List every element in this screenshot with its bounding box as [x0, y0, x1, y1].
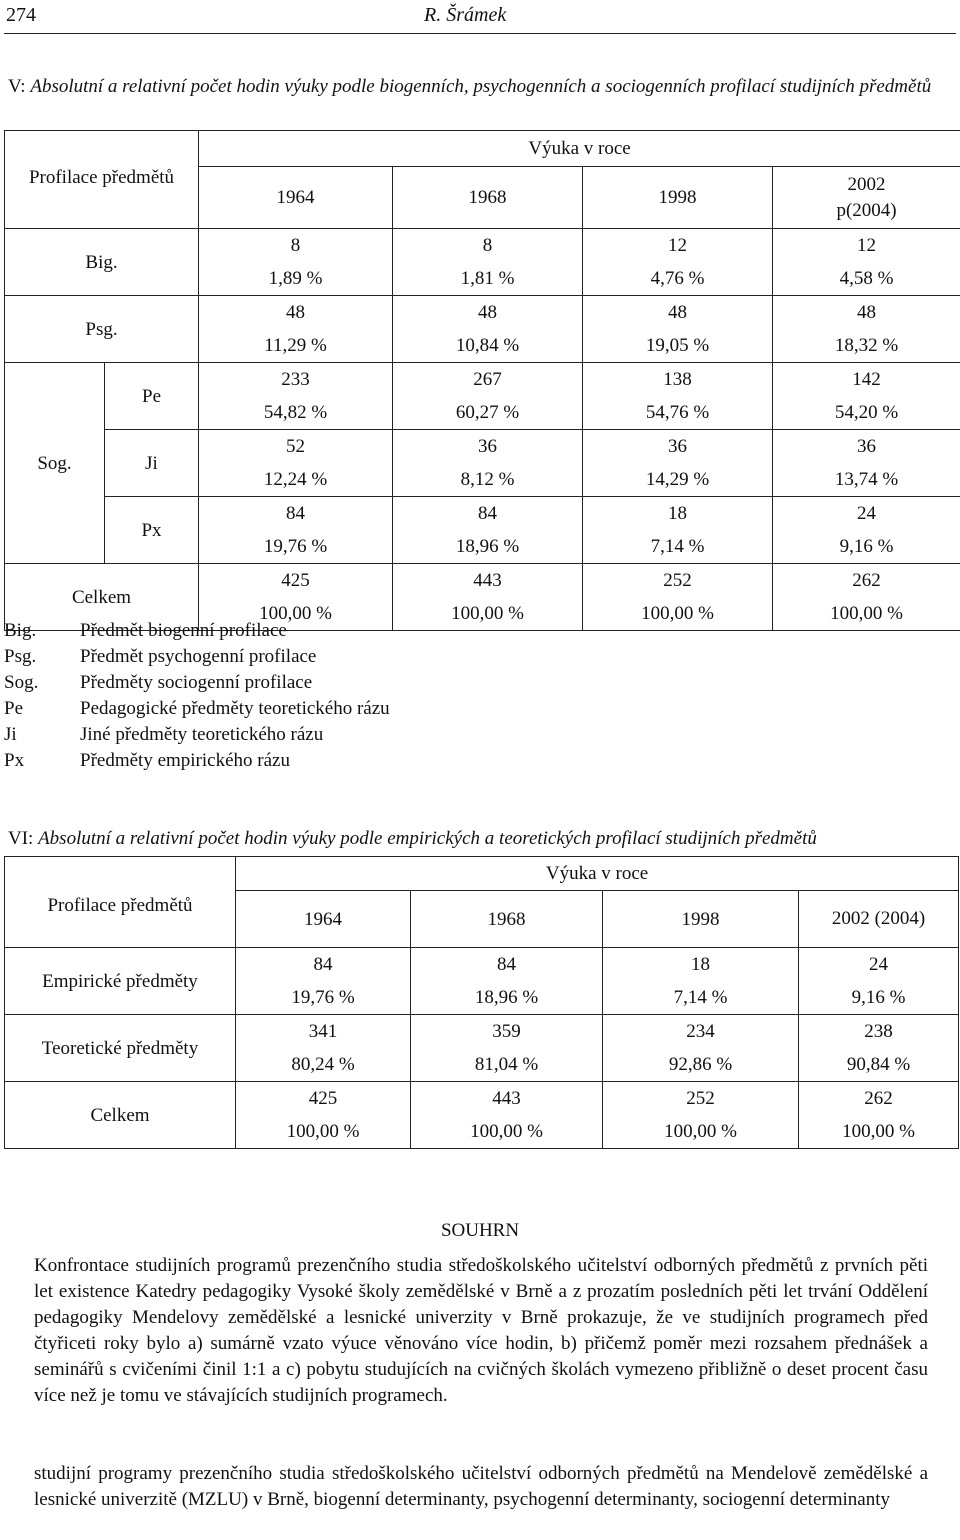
table5-caption-label: V: — [8, 76, 26, 97]
table6 — [4, 856, 959, 1149]
cell-abs: 138 — [663, 369, 692, 390]
table6-cell — [411, 1015, 603, 1082]
table5-cell — [199, 430, 393, 497]
table6-year-1964: 1964 — [236, 891, 411, 948]
page-number: 274 — [6, 4, 36, 26]
table5-cell — [773, 430, 960, 497]
table5-year-2002: 2002 p(2004) — [773, 167, 960, 229]
cell-rel: 18,96 % — [455, 536, 520, 557]
cell-rel: 12,24 % — [263, 469, 328, 490]
legend-abbr: Pe — [4, 698, 23, 719]
cell-rel: 90,84 % — [846, 1054, 911, 1075]
table5-year-1964: 1964 — [199, 167, 393, 229]
legend-item — [4, 696, 390, 722]
table6-group-header: Výuka v roce — [236, 857, 959, 891]
table5-caption-text: Absolutní a relativní počet hodin výuky podle biogenních, psychogenních a sociogenních profilací studijních předmětů — [30, 76, 932, 97]
table5-row-label-px: Px — [105, 497, 199, 564]
cell-abs: 84 — [313, 954, 333, 975]
cell-abs: 24 — [857, 503, 877, 524]
header-rule — [4, 33, 956, 34]
table5-cell — [199, 363, 393, 430]
cell-abs: 84 — [286, 503, 305, 524]
table5-row-label-ji: Ji — [105, 430, 199, 497]
table6-cell — [603, 1015, 799, 1082]
cell-abs: 425 — [308, 1088, 338, 1109]
table5-cell — [583, 296, 773, 363]
cell-rel: 14,29 % — [645, 469, 710, 490]
table6-caption-label: VI: — [8, 828, 34, 849]
cell-abs: 48 — [478, 302, 497, 323]
table6-cell — [603, 948, 799, 1015]
table6-row-label-empiric: Empirické předměty — [5, 948, 236, 1015]
cell-abs: 36 — [668, 436, 687, 457]
legend-abbr: Ji — [4, 724, 17, 745]
table6-cell — [236, 1015, 411, 1082]
table5-cell — [583, 363, 773, 430]
legend-text: Předměty sociogenní profilace — [80, 672, 313, 693]
cell-rel: 1,81 % — [460, 268, 515, 289]
cell-rel: 92,86 % — [668, 1054, 733, 1075]
cell-abs: 48 — [286, 302, 305, 323]
table5-cell — [393, 229, 583, 296]
cell-abs: 142 — [852, 369, 881, 390]
cell-abs: 425 — [281, 570, 310, 591]
table6-cell — [411, 1082, 603, 1149]
cell-abs: 234 — [686, 1021, 715, 1042]
table6-row-header: Profilace předmětů — [5, 857, 236, 948]
table6-cell — [603, 1082, 799, 1149]
table6-year-1968: 1968 — [411, 891, 603, 948]
table5-legend — [4, 618, 390, 774]
cell-rel: 100,00 % — [286, 1121, 360, 1142]
cell-abs: 8 — [290, 235, 301, 256]
cell-abs: 443 — [473, 570, 502, 591]
table5-cell — [773, 564, 960, 631]
table5-row-label-celkem: Celkem — [5, 564, 199, 631]
table5-row-label-pe: Pe — [105, 363, 199, 430]
cell-abs: 252 — [686, 1088, 715, 1109]
legend-text: Předmět psychogenní profilace — [80, 646, 317, 667]
cell-abs: 262 — [852, 570, 881, 591]
table5-cell — [773, 229, 960, 296]
cell-rel: 54,76 % — [645, 402, 710, 423]
table6-cell — [236, 1082, 411, 1149]
legend-item — [4, 618, 390, 644]
cell-rel: 1,89 % — [268, 268, 323, 289]
table5-caption — [8, 74, 958, 100]
cell-abs: 252 — [663, 570, 692, 591]
cell-abs: 36 — [478, 436, 497, 457]
cell-abs: 12 — [857, 235, 877, 256]
cell-abs: 233 — [281, 369, 310, 390]
cell-rel: 8,12 % — [460, 469, 515, 490]
legend-item — [4, 722, 390, 748]
cell-rel: 100,00 % — [842, 1121, 915, 1142]
table5-cell — [199, 229, 393, 296]
cell-rel: 4,76 % — [650, 268, 705, 289]
table5-cell — [773, 363, 960, 430]
table5-year-1968: 1968 — [393, 167, 583, 229]
summary-paragraph: Konfrontace studijních programů prezenčního studia středoškolského učitelství odborných předmětů z prvních pěti let existence Katedry pedagogiky Vysoké školy zemědělské v Brně a z prozatím posledních pěti let trvání Oddělení pedagogiky Mendelovy zemědělské a lesnické univerzity v Brně prokazuje, že ve studijních programech před čtyřiceti roky bylo a) sumárně vzato výuce věnováno více hodin, b) přičemž poměr mezi rozsahem přednášek a seminářů s cvičeními činil 1:1 a c) pobytu studujících na cvičných školách vymezeno přibližně o deset procent času více než je tomu ve stávajících studijních programech. — [34, 1255, 928, 1406]
cell-rel: 18,96 % — [474, 987, 539, 1008]
legend-item — [4, 670, 390, 696]
legend-abbr: Sog. — [4, 672, 39, 693]
legend-abbr: Px — [4, 750, 25, 771]
table6-row-label-celkem: Celkem — [5, 1082, 236, 1149]
table6-year-1998: 1998 — [603, 891, 799, 948]
table5-cell — [583, 564, 773, 631]
cell-abs: 18 — [668, 503, 687, 524]
cell-rel: 100,00 % — [641, 603, 714, 624]
table5-cell — [199, 296, 393, 363]
cell-rel: 60,27 % — [455, 402, 520, 423]
table6-cell — [799, 1082, 959, 1149]
cell-abs: 18 — [691, 954, 710, 975]
table5 — [4, 130, 960, 631]
cell-rel: 100,00 % — [470, 1121, 543, 1142]
legend-text: Předmět biogenní profilace — [80, 620, 287, 641]
cell-rel: 19,05 % — [645, 335, 710, 356]
legend-abbr: Psg. — [4, 646, 37, 667]
table6-cell — [799, 948, 959, 1015]
cell-abs: 341 — [308, 1021, 338, 1042]
table6-cell — [236, 948, 411, 1015]
table5-cell — [393, 430, 583, 497]
table5-group-label-sog: Sog. — [5, 363, 105, 564]
cell-abs: 443 — [492, 1088, 521, 1109]
table6-caption-text: Absolutní a relativní počet hodin výuky podle empirických a teoretických profilací studijních předmětů — [38, 828, 817, 849]
cell-rel: 10,84 % — [455, 335, 520, 356]
cell-abs: 262 — [864, 1088, 893, 1109]
cell-rel: 7,14 % — [673, 987, 728, 1008]
table5-year-1998: 1998 — [583, 167, 773, 229]
table6-cell — [799, 1015, 959, 1082]
cell-rel: 19,76 % — [263, 536, 328, 557]
table5-cell — [773, 497, 960, 564]
cell-abs: 8 — [482, 235, 493, 256]
summary-keywords: studijní programy prezenčního studia středoškolského učitelství odborných předmětů na Mendelově zemědělské a lesnické univerzitě (MZLU) v Brně, biogenní determinanty, psychogenní determinanty, sociogenní determinanty — [34, 1463, 928, 1510]
cell-rel: 7,14 % — [650, 536, 705, 557]
cell-abs: 267 — [473, 369, 502, 390]
cell-rel: 18,32 % — [834, 335, 899, 356]
cell-rel: 13,74 % — [834, 469, 899, 490]
table6-year-2002: 2002 (2004) — [799, 891, 959, 948]
cell-abs: 36 — [857, 436, 877, 457]
table5-cell — [393, 363, 583, 430]
table5-cell — [393, 564, 583, 631]
cell-abs: 359 — [492, 1021, 521, 1042]
cell-rel: 54,20 % — [834, 402, 899, 423]
cell-rel: 100,00 % — [259, 603, 332, 624]
legend-abbr: Big. — [4, 620, 37, 641]
cell-abs: 48 — [668, 302, 687, 323]
cell-abs: 12 — [668, 235, 687, 256]
table5-cell — [583, 229, 773, 296]
running-title: R. Šrámek — [424, 4, 507, 26]
cell-rel: 19,76 % — [291, 987, 355, 1008]
cell-abs: 48 — [857, 302, 877, 323]
cell-rel: 81,04 % — [474, 1054, 539, 1075]
table5-cell — [199, 497, 393, 564]
cell-rel: 4,58 % — [839, 268, 894, 289]
cell-abs: 52 — [286, 436, 305, 457]
table5-row-label-big: Big. — [5, 229, 199, 296]
cell-rel: 100,00 % — [830, 603, 903, 624]
cell-rel: 54,82 % — [263, 402, 328, 423]
cell-rel: 100,00 % — [451, 603, 524, 624]
table5-row-label-psg: Psg. — [5, 296, 199, 363]
cell-rel: 9,16 % — [839, 536, 894, 557]
legend-item — [4, 644, 390, 670]
cell-abs: 24 — [869, 954, 889, 975]
table6-cell — [411, 948, 603, 1015]
cell-abs: 238 — [864, 1021, 893, 1042]
cell-rel: 9,16 % — [851, 987, 906, 1008]
legend-text: Pedagogické předměty teoretického rázu — [80, 698, 390, 719]
table5-cell — [583, 430, 773, 497]
cell-abs: 84 — [478, 503, 497, 524]
cell-rel: 100,00 % — [664, 1121, 737, 1142]
legend-text: Jiné předměty teoretického rázu — [80, 724, 324, 745]
table5-row-header: Profilace předmětů — [5, 131, 199, 229]
summary-title: SOUHRN — [440, 1220, 520, 1241]
cell-rel: 11,29 % — [264, 335, 327, 356]
table6-row-label-theoretic: Teoretické předměty — [5, 1015, 236, 1082]
legend-item — [4, 748, 390, 774]
table5-group-header: Výuka v roce — [199, 131, 960, 167]
table5-cell — [583, 497, 773, 564]
table5-cell — [773, 296, 960, 363]
legend-text: Předměty empirického rázu — [80, 750, 290, 771]
cell-abs: 84 — [497, 954, 516, 975]
cell-rel: 80,24 % — [291, 1054, 355, 1075]
table5-cell — [393, 497, 583, 564]
table6-caption — [8, 826, 958, 852]
table5-cell — [393, 296, 583, 363]
